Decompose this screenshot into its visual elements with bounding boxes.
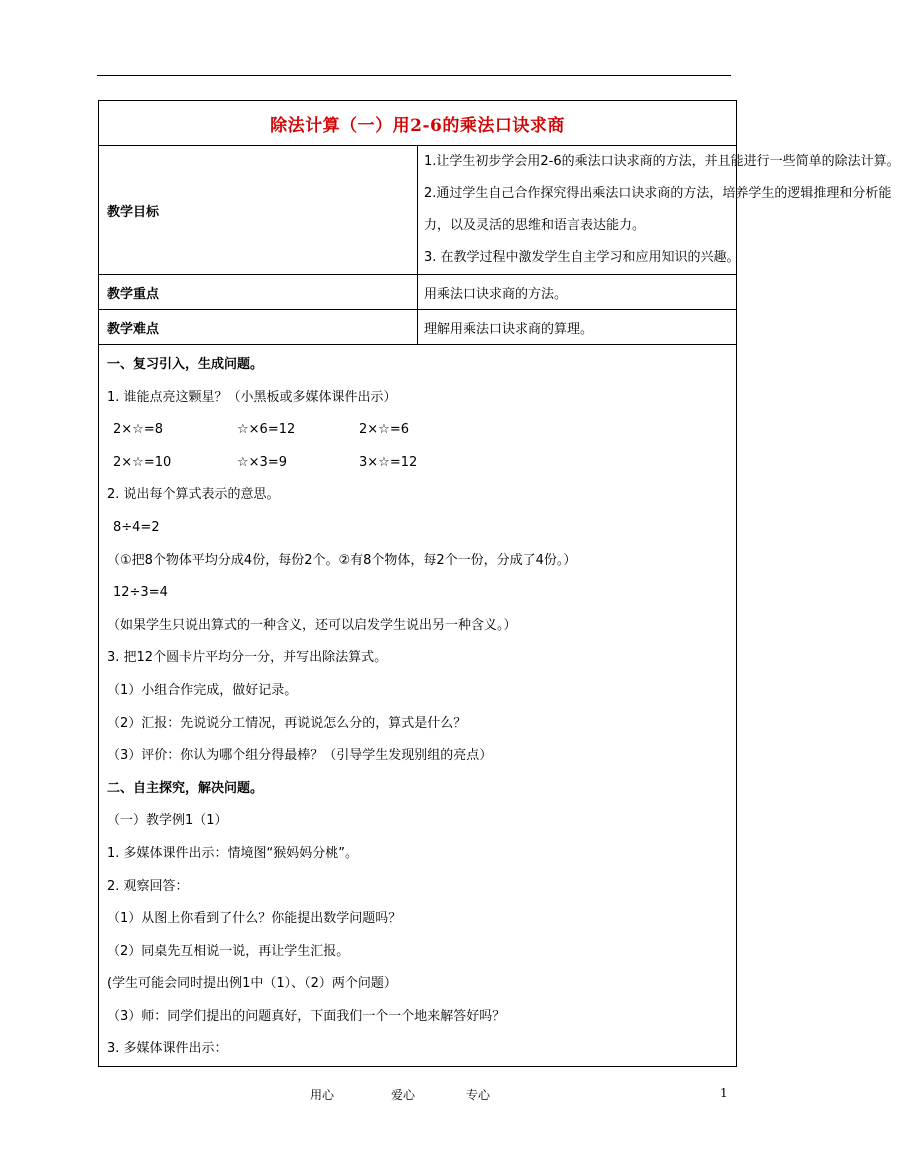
section-heading: 一、复习引入，生成问题。: [107, 357, 264, 372]
goal-item: 3. 在教学过程中激发学生自主学习和应用知识的兴趣。: [424, 250, 740, 265]
lesson-plan-table: [98, 100, 900, 1067]
process-line: （①把8个物体平均分成4份，每份2个。②有8个物体，每2个一份，分成了4份。）: [107, 552, 577, 568]
footer-text: 专心: [466, 1088, 491, 1102]
equation-row: [107, 447, 728, 480]
process-line: 2. 说出每个算式表示的意思。: [107, 487, 280, 503]
key-point-text: 用乘法口诀求商的方法。: [418, 275, 737, 310]
process-line: （如果学生只说出算式的一种含义，还可以启发学生说出另一种含义。）: [107, 617, 517, 633]
page-title: 除法计算（一）用2-6的乘法口诀求商: [270, 115, 565, 136]
process-line: （3）师：同学们提出的问题真好，下面我们一个一个地来解答好吗？: [107, 1008, 506, 1024]
footer-text: 用心: [310, 1088, 335, 1102]
goal-item: 2.通过学生自己合作探究得出乘法口诀求商的方法，培养学生的逻辑推理和分析能: [424, 186, 892, 201]
section-heading: 二、自主探究，解决问题。: [107, 780, 264, 796]
process-line: (学生可能会同时提出例1中（1）、（2）两个问题）: [107, 976, 397, 992]
title-cell: [99, 101, 737, 146]
footer-text: 爱心: [391, 1088, 416, 1102]
equation: 8÷4=2: [113, 519, 160, 535]
title-row: [99, 101, 737, 146]
goal-item: 1.让学生初步学会用2-6的乘法口诀求商的方法，并且能进行一些简单的除法计算。: [424, 154, 900, 169]
process-content: [99, 345, 737, 1067]
process-line: （1）小组合作完成，做好记录。: [107, 682, 298, 698]
equation: ☆×6=12: [237, 422, 296, 438]
difficulty-row: [99, 310, 737, 345]
goals-row: [99, 146, 737, 275]
header-rule: [97, 75, 731, 76]
goals-content: [418, 146, 900, 275]
equation: 2×☆=6: [359, 422, 409, 438]
process-line: （2）同桌先互相说一说，再让学生汇报。: [107, 943, 350, 959]
process-line: 2. 观察回答：: [107, 878, 189, 894]
process-row: [99, 345, 737, 1067]
difficulty-text: 理解用乘法口诀求商的算理。: [418, 310, 737, 345]
process-line: （3）评价：你认为哪个组分得最棒？（引导学生发现别组的亮点）: [107, 748, 493, 764]
equation: 12÷3=4: [113, 585, 168, 601]
equation-row: [107, 414, 728, 447]
process-line: （1）从图上你看到了什么？你能提出数学问题吗？: [107, 911, 402, 927]
goal-item: 力，以及灵活的思维和语言表达能力。: [424, 218, 646, 233]
process-line: 3. 把12个圆卡片平均分一分，并写出除法算式。: [107, 650, 388, 666]
equation: 2×☆=8: [113, 422, 163, 438]
process-line: （一）教学例1（1）: [107, 813, 228, 829]
page-number: 1: [720, 1086, 728, 1100]
goals-label: 教学目标: [99, 146, 418, 275]
process-line: 3. 多媒体课件出示：: [107, 1041, 228, 1057]
key-point-row: [99, 275, 737, 310]
process-line: （2）汇报：先说说分工情况，再说说怎么分的，算式是什么？: [107, 715, 467, 731]
process-line: 1. 多媒体课件出示：情境图“猴妈妈分桃”。: [107, 845, 359, 861]
difficulty-label: 教学难点: [99, 310, 418, 345]
process-line: 1. 谁能点亮这颗星？（小黑板或多媒体课件出示）: [107, 389, 397, 405]
equation: 2×☆=10: [113, 454, 172, 470]
equation: ☆×3=9: [237, 454, 287, 470]
equation: 3×☆=12: [359, 454, 418, 470]
key-point-label: 教学重点: [99, 275, 418, 310]
